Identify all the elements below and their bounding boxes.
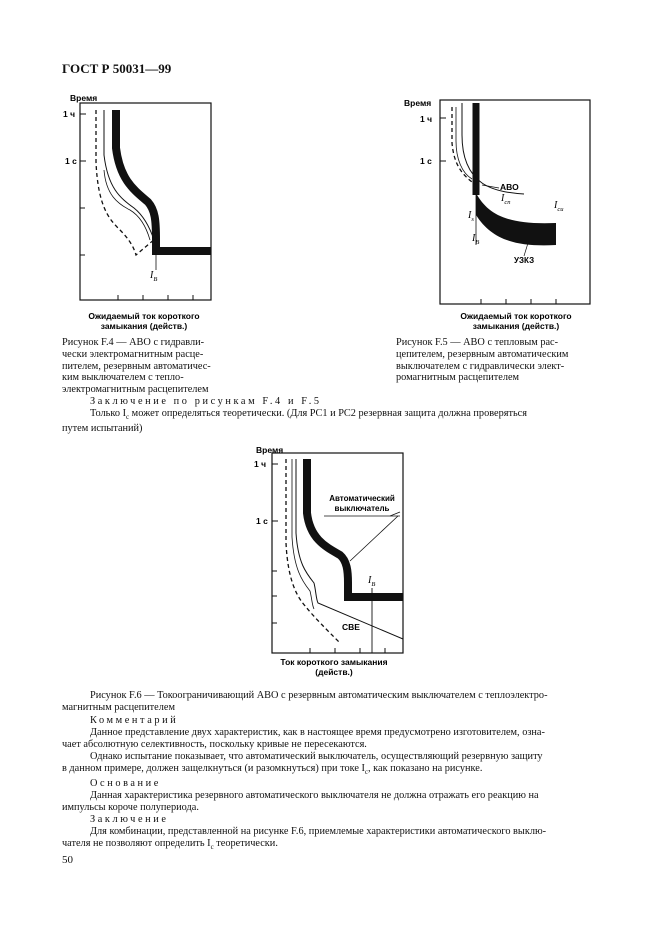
fig4-y-label: Время: [70, 93, 98, 103]
conclusion-f4-f5: [62, 396, 599, 435]
fig4-caption-line: ким выключателем с тепло-: [62, 372, 184, 384]
fig6-breaker-label-1: Автоматический: [329, 494, 395, 503]
fig6-sve-label: СВЕ: [342, 622, 360, 632]
fig5-x-label-1: Ожидаемый ток короткого: [460, 311, 572, 321]
comment-p2-line-1: Однако испытание показывает, что автоматический выключатель, осуществляющий резервную защиту: [90, 751, 543, 762]
fig6-x-label-2: (действ.): [315, 667, 353, 677]
final-line-2-sub: c: [210, 843, 214, 852]
fig4-y-ticks: [80, 114, 86, 255]
fig5-caption: [396, 337, 606, 384]
fig6-y-ticks: [272, 464, 278, 623]
final-heading-text: Заключение: [90, 814, 169, 826]
fig6-thin-curve-upper: [296, 459, 403, 639]
final-line-1: Для комбинации, представленной на рисунке F.6, приемлемые характеристики автоматического выклю-: [90, 826, 547, 838]
fig6-breaker-label-2: выключатель: [334, 504, 390, 513]
conclusion-line-1-rest: может определяться теоретически. (Для PC1 и PC2 резервная защита должна проверяться: [129, 408, 527, 419]
fig5-caption-line: выключателем с гидравлически элект-: [396, 360, 565, 372]
fig4-caption-line: электромагнитным расцепителем: [62, 384, 209, 396]
fig6-caption-line-1: Рисунок F.6 — Токоограничивающий АВО с резервным автоматическим выключателем с теплоэлектро-: [90, 690, 548, 701]
comment-p2-line-2: [62, 763, 599, 778]
fig5-x-ticks: [481, 299, 556, 304]
fig6-ib-label: $I_B$: [368, 575, 376, 588]
fig4-x-ticks: [118, 295, 193, 300]
fig5-uzkz-band: [476, 193, 556, 245]
fig5-caption-line: Рисунок F.5 — АВО с тепловым рас-: [396, 337, 559, 348]
comment-p1-line-2: чает абсолютную селективность, поскольку кривые не пересекаются.: [62, 739, 367, 750]
fig5-icu-label: $I_{cu}$: [554, 200, 564, 213]
fig6-caption: [62, 690, 599, 714]
fig4-tick-1h: 1 ч: [63, 109, 76, 119]
fig6-y-label: Время: [256, 445, 284, 455]
fig5-caption-line: цепителем, резервным автоматическим: [396, 348, 569, 360]
final-line-2-rest: теоретически.: [213, 838, 278, 850]
comment-heading-text: Комментарий: [90, 715, 179, 726]
figure-f5: [396, 95, 596, 340]
comment-heading: [62, 715, 599, 727]
fig4-backup-breaker-band: [116, 110, 211, 251]
fig5-is-label: $I_s$: [468, 210, 474, 223]
basis-line-2: импульсы короче полупериода.: [62, 802, 199, 814]
fig4-x-label-1: Ожидаемый ток короткого: [88, 311, 200, 321]
figure-f6: [250, 443, 415, 687]
conclusion-line-2: путем испытаний): [62, 423, 143, 435]
fig5-caption-line: ромагнитным расцепителем: [396, 372, 520, 384]
fig5-icn-label: $I_{cn}$: [501, 193, 511, 206]
fig5-uzkz-leader: [524, 243, 528, 256]
conclusion-line-1-sub: c: [126, 413, 130, 422]
fig4-x-label-2: замыкания (действ.): [100, 321, 188, 331]
fig6-x-ticks: [310, 648, 385, 653]
document-header: ГОСТ Р 50031—99: [62, 61, 172, 76]
fig4-ib-label: $I_B$: [150, 270, 158, 283]
fig5-tick-1s: 1 с: [420, 156, 432, 166]
fig5-tick-1h: 1 ч: [420, 114, 433, 124]
fig4-caption-line: Рисунок F.4 — АВО с гидравли-: [62, 337, 205, 348]
fig6-breaker-leader-2: [390, 512, 400, 516]
fig6-tick-1h: 1 ч: [254, 459, 267, 469]
fig6-tick-1s: 1 с: [256, 516, 268, 526]
fig6-x-label-1: Ток короткого замыкания: [280, 657, 388, 667]
fig5-y-ticks: [440, 118, 446, 161]
fig4-tick-1s: 1 с: [65, 156, 77, 166]
fig5-uzkz-label: УЗКЗ: [514, 256, 535, 265]
page-number: 50: [62, 854, 73, 866]
fig5-avo-label: АВО: [500, 182, 519, 192]
fig6-caption-line-2: магнитным расцепителем: [62, 702, 175, 713]
basis-heading: [62, 778, 599, 790]
conclusion-heading-text: Заключение по рисункам F.4 и F.5: [90, 396, 322, 407]
fig5-x-label-2: замыкания (действ.): [472, 321, 560, 331]
comment-p2-line-2-text: в данном примере, должен защелкнуться (и разомкнуться) при токе I: [62, 763, 365, 774]
basis-heading-text: Основание: [90, 778, 161, 790]
basis-line-1: Данная характеристика резервного автоматического выключателя не должна отражать его реакцию на: [90, 790, 539, 802]
comment-p1-line-1: Данное представление двух характеристик, как в настоящее время предусмотрено изготовителем, озна-: [90, 727, 545, 738]
fig4-caption: [62, 337, 227, 396]
final-heading: [62, 814, 599, 826]
conclusion-line-1: [62, 408, 599, 423]
fig4-caption-line: чески электромагнитным расце-: [62, 348, 204, 360]
conclusion-line-1-text: Только I: [90, 408, 126, 419]
figure-f4: [60, 90, 225, 340]
conclusion-heading: [62, 396, 599, 408]
fig6-breaker-band: [307, 459, 403, 597]
fig4-caption-line: пителем, резервным автоматичес-: [62, 360, 211, 372]
final-line-2-text: чателя не позволяют определить I: [62, 838, 211, 850]
fig5-thin-curve: [462, 103, 524, 194]
comment-p2-line-2-rest: , как показано на рисунке.: [368, 763, 483, 774]
final-line-2: [62, 838, 599, 853]
body-text: [62, 715, 599, 853]
fig5-y-label: Время: [404, 98, 432, 108]
fig6-breaker-leader-1: [350, 516, 398, 561]
comment-p2-line-2-sub: c: [364, 768, 369, 777]
fig5-ib-label: $I_B$: [472, 233, 480, 246]
